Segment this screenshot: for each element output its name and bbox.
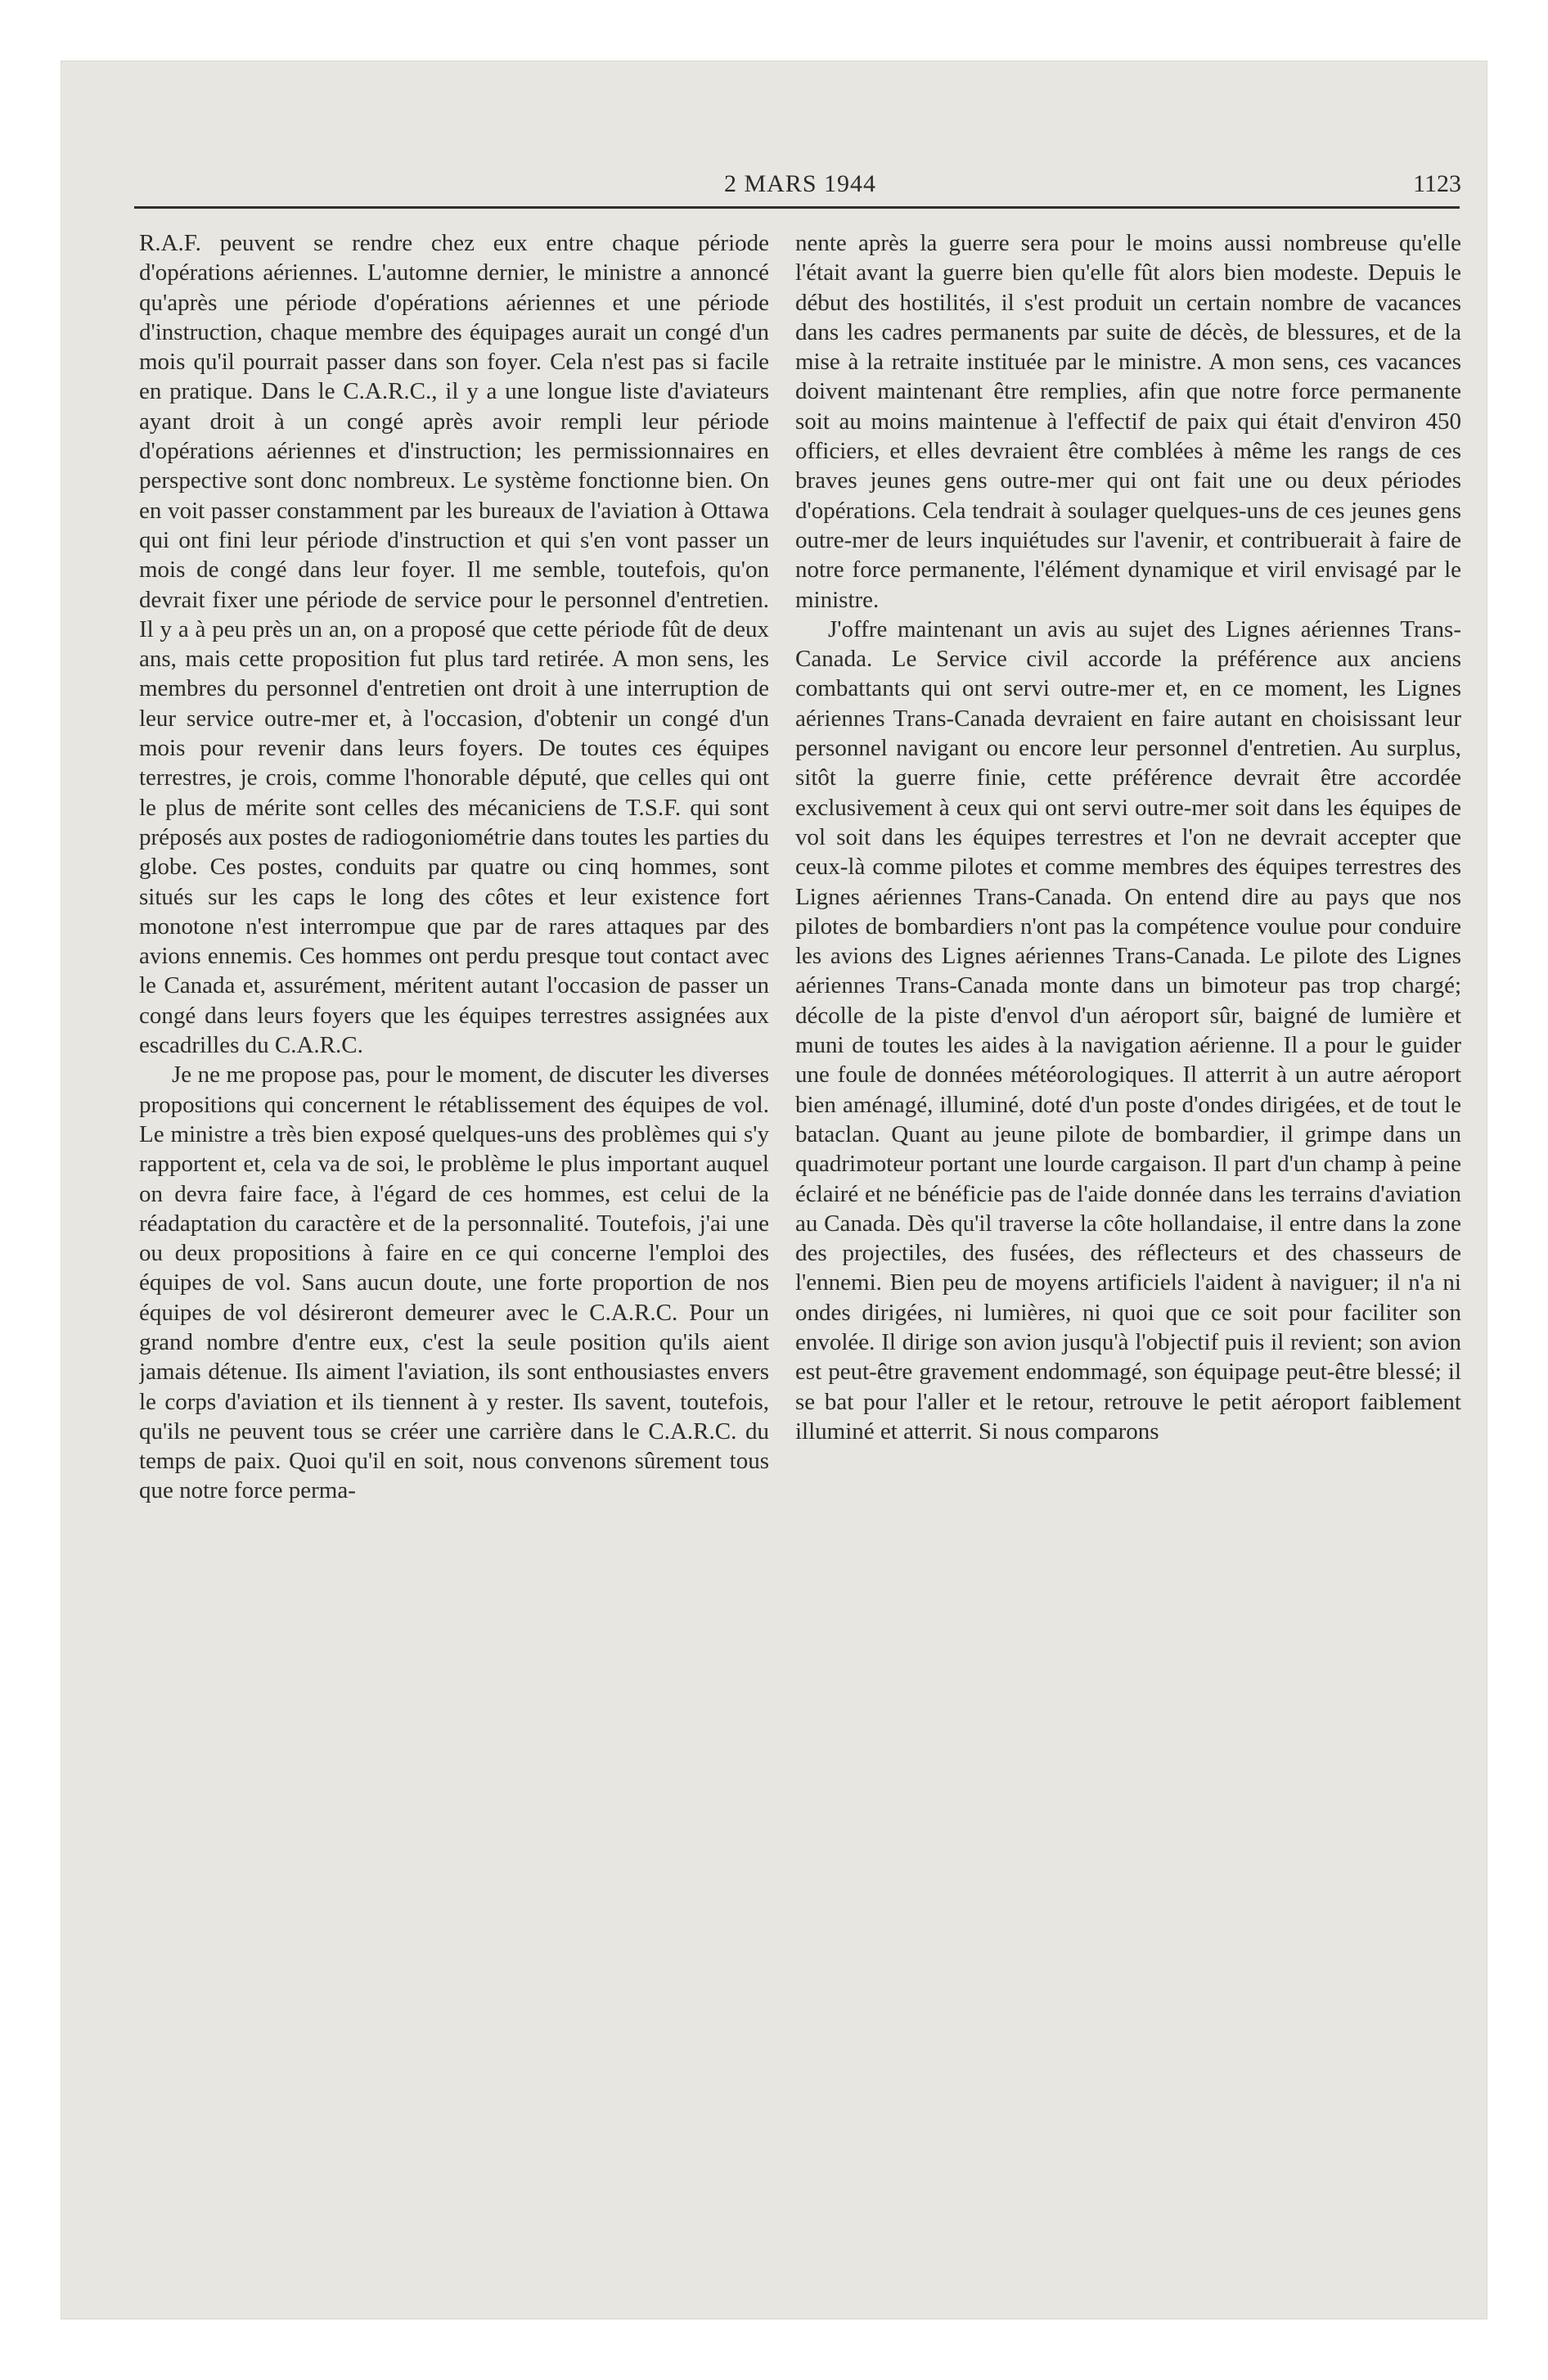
right-paragraph-1: nente après la guerre sera pour le moins aussi nombreuse qu'elle l'était avant la guerre bien qu'elle fût alors bien modeste. Depuis le début des hostilités, il s'est produit un certain nombre de vacances dans les cadres permanents par suite de décès, de blessures, et de la mise à la retraite instituée par le ministre. A mon sens, ces vacances doivent maintenant être remplies, afin que notre force permanente soit au moins maintenue à l'effectif de paix qui était d'environ 450 officiers, et elles devraient être comblées à même les rangs de ces braves jeunes gens outre-mer qui ont fait une ou deux périodes d'opérations. Cela tendrait à soulager quelques-uns de ces jeunes gens outre-mer de leurs inquiétudes sur l'avenir, et contribuerait à faire de notre force permanente, l'élément dynamique et viril envisagé par le ministre. <box>795 230 1461 613</box>
header-rule <box>134 206 1460 209</box>
left-column <box>139 228 769 2291</box>
page-header <box>139 157 1461 206</box>
right-column <box>795 228 1461 2291</box>
document-page <box>61 61 1487 2319</box>
right-paragraph-2: J'offre maintenant un avis au sujet des Lignes aériennes Trans-Canada. Le Service civil accorde la préférence aux anciens combattants qui ont servi outre-mer et, en ce moment, les Lignes aériennes Trans-Canada devraient en faire autant en choisissant leur personnel navigant ou encore leur personnel d'entretien. Au surplus, sitôt la guerre finie, cette préférence devrait être accordée exclusivement à ceux qui ont servi outre-mer soit dans les équipes de vol soit dans les équipes terrestres et l'on ne devrait accepter que ceux-là comme pilotes et comme membres des équipes terrestres des Lignes aériennes Trans-Canada. On entend dire au pays que nos pilotes de bombardiers n'ont pas la compétence voulue pour conduire les avions des Lignes aériennes Trans-Canada. Le pilote des Lignes aériennes Trans-Canada monte dans un bimoteur pas trop chargé; décolle de la piste d'envol d'un aéroport sûr, baigné de lumière et muni de toutes les aides à la navigation aérienne. Il a pour le guider une foule de données météorologiques. Il atterrit à un autre aéroport bien aménagé, illuminé, doté d'un poste d'ondes dirigées, et de tout le bataclan. Quant au jeune pilote de bombardier, il grimpe dans un quadrimoteur portant une lourde cargaison. Il part d'un champ à peine éclairé et ne bénéficie pas de l'aide donnée dans les terrains d'aviation au Canada. Dès qu'il traverse la côte hollandaise, il entre dans la zone des projectiles, des fusées, des réflecteurs et des chasseurs de l'ennemi. Bien peu de moyens artificiels l'aident à naviguer; il n'a ni ondes dirigées, ni lumières, ni quoi que ce soit pour faciliter son envolée. Il dirige son avion jusqu'à l'objectif puis il revient; son avion est peut-être gravement endommagé, son équipage peut-être blessé; il se bat pour l'aller et le retour, retrouve le petit aéroport faiblement illuminé et atterrit. Si nous comparons <box>795 615 1461 1445</box>
running-head-date: 2 MARS 1944 <box>723 170 877 197</box>
page-number: 1123 <box>1413 170 1461 197</box>
left-paragraph-1: R.A.F. peuvent se rendre chez eux entre chaque période d'opérations aériennes. L'automne dernier, le ministre a annoncé qu'après une période d'opérations aériennes et une période d'instruction, chaque membre des équipages aurait un congé d'un mois qu'il pourrait passer dans son foyer. Cela n'est pas si facile en pratique. Dans le C.A.R.C., il y a une longue liste d'aviateurs ayant droit à un congé après avoir rempli leur période d'opérations aériennes et d'instruction; les permissionnaires en perspective sont donc nombreux. Le système fonctionne bien. On en voit passer constamment par les bureaux de l'aviation à Ottawa qui ont fini leur période d'instruction et qui s'en vont passer un mois de congé dans leur foyer. Il me semble, toutefois, qu'on devrait fixer une période de service pour le personnel d'entretien. Il y a à peu près un an, on a proposé que cette période fût de deux ans, mais cette proposition fut plus tard retirée. A mon sens, les membres du personnel d'entretien ont droit à une interruption de leur service outre-mer et, à l'occasion, d'obtenir un congé d'un mois pour revenir dans leurs foyers. De toutes ces équipes terrestres, je crois, comme l'honorable député, que celles qui ont le plus de mérite sont celles des mécaniciens de T.S.F. qui sont préposés aux postes de radiogoniométrie dans toutes les parties du globe. Ces postes, conduits par quatre ou cinq hommes, sont situés sur les caps le long des côtes et leur existence fort monotone n'est interrompue que par de rares attaques par des avions ennemis. Ces hommes ont perdu presque tout contact avec le Canada et, assurément, méritent autant l'occasion de passer un congé dans leurs foyers que les équipes terrestres assignées aux escadrilles du C.A.R.C. <box>139 230 769 1059</box>
left-paragraph-2: Je ne me propose pas, pour le moment, de discuter les diverses propositions qui concernent le rétablissement des équipes de vol. Le ministre a très bien exposé quelques-uns des problèmes qui s'y rapportent et, cela va de soi, le problème le plus important auquel on devra faire face, à l'égard de ces hommes, est celui de la réadaptation du caractère et de la personnalité. Toutefois, j'ai une ou deux propositions à faire en ce qui concerne l'emploi des équipes de vol. Sans aucun doute, une forte proportion de nos équipes de vol désireront demeurer avec le C.A.R.C. Pour un grand nombre d'entre eux, c'est la seule position qu'ils aient jamais détenue. Ils aiment l'aviation, ils sont enthousiastes envers le corps d'aviation et ils tiennent à y rester. Ils savent, toutefois, qu'ils ne peuvent tous se créer une carrière dans le C.A.R.C. du temps de paix. Quoi qu'il en soit, nous convenons sûrement tous que notre force perma- <box>139 1062 769 1504</box>
